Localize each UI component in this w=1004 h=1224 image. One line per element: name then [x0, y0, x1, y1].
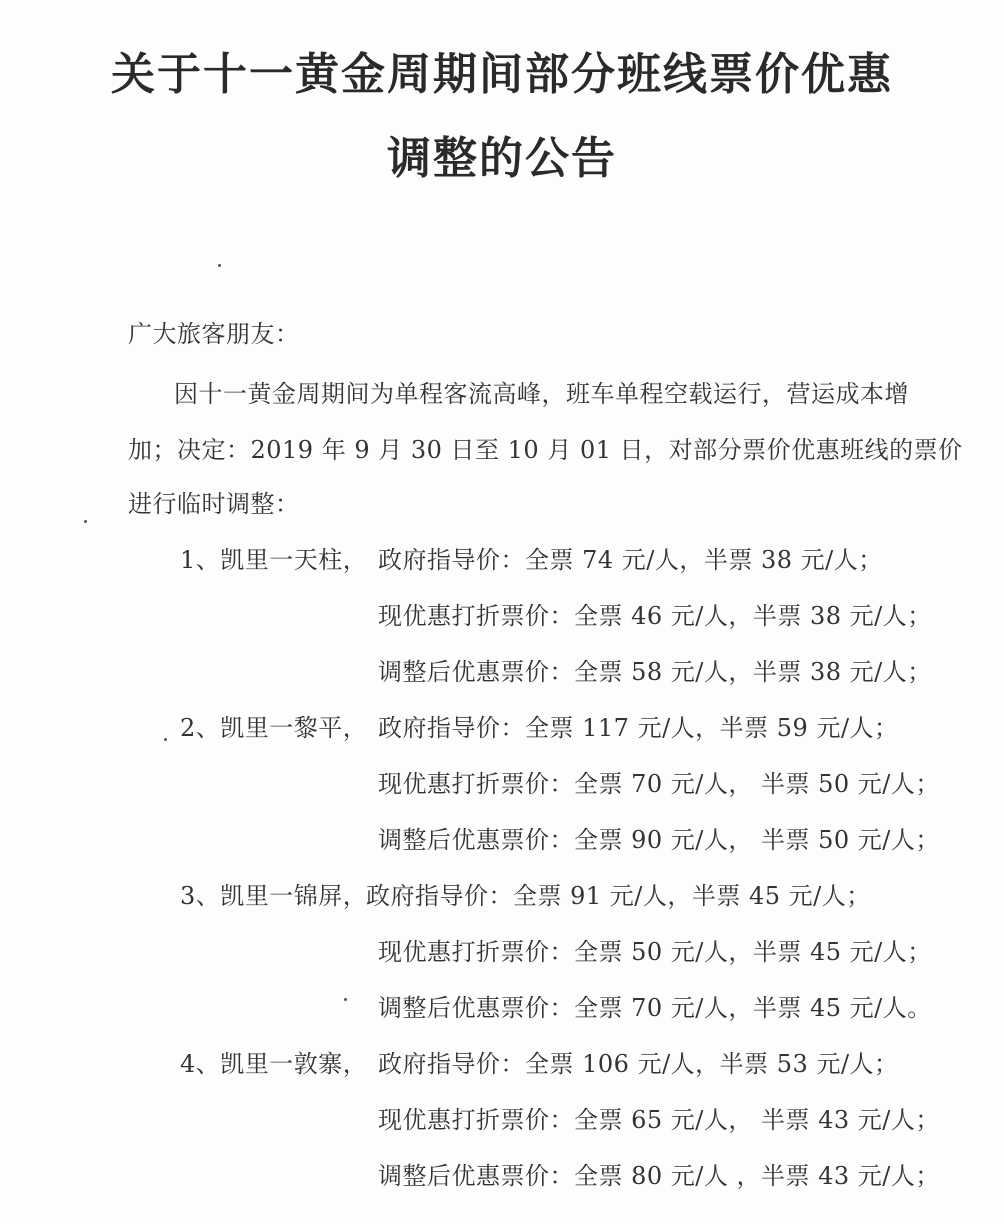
scan-speck — [344, 998, 347, 1001]
route-1-guide-price: 政府指导价：全票 74 元/人，半票 38 元/人； — [378, 546, 883, 574]
route-4-adjusted-price: 调整后优惠票价：全票 80 元/人 ，半票 43 元/人； — [378, 1162, 940, 1190]
route-3-guide-price: 政府指导价：全票 91 元/人，半票 45 元/人； — [366, 882, 871, 910]
route-4-current-price: 现优惠打折票价：全票 65 元/人， 半票 43 元/人； — [378, 1106, 940, 1134]
route-3-adjusted-price: 调整后优惠票价：全票 70 元/人，半票 45 元/人。 — [378, 994, 932, 1022]
notice-title-line-2: 调整的公告 — [387, 133, 617, 184]
scan-speck — [218, 264, 221, 267]
route-1-name: 1、凯里一天柱， — [180, 546, 368, 574]
paragraph-line-1: 因十一黄金周期间为单程客流高峰，班车单程空载运行，营运成本增 — [174, 380, 909, 408]
scan-speck — [84, 520, 87, 523]
route-1-current-price: 现优惠打折票价：全票 46 元/人，半票 38 元/人； — [378, 602, 932, 630]
route-3-current-price: 现优惠打折票价：全票 50 元/人，半票 45 元/人； — [378, 938, 932, 966]
paragraph-line-2: 加；决定：2019 年 9 月 30 日至 10 月 01 日，对部分票价优惠班线的票价 — [128, 436, 963, 464]
route-2-guide-price: 政府指导价：全票 117 元/人，半票 59 元/人； — [378, 714, 899, 742]
route-2-current-price: 现优惠打折票价：全票 70 元/人， 半票 50 元/人； — [378, 770, 940, 798]
greeting: 广大旅客朋友： — [128, 320, 300, 348]
notice-title-line-1: 关于十一黄金周期间部分班线票价优惠 — [111, 49, 893, 100]
route-4-name: 4、凯里一敦寨， — [180, 1050, 368, 1078]
route-4-guide-price: 政府指导价：全票 106 元/人，半票 53 元/人； — [378, 1050, 899, 1078]
scan-speck — [164, 738, 167, 741]
route-1-adjusted-price: 调整后优惠票价：全票 58 元/人，半票 38 元/人； — [378, 658, 932, 686]
route-3-name: 3、凯里一锦屏， — [180, 882, 368, 910]
route-2-name: 2、凯里一黎平， — [180, 714, 368, 742]
paragraph-line-3: 进行临时调整： — [128, 490, 300, 518]
route-2-adjusted-price: 调整后优惠票价：全票 90 元/人， 半票 50 元/人； — [378, 826, 940, 854]
